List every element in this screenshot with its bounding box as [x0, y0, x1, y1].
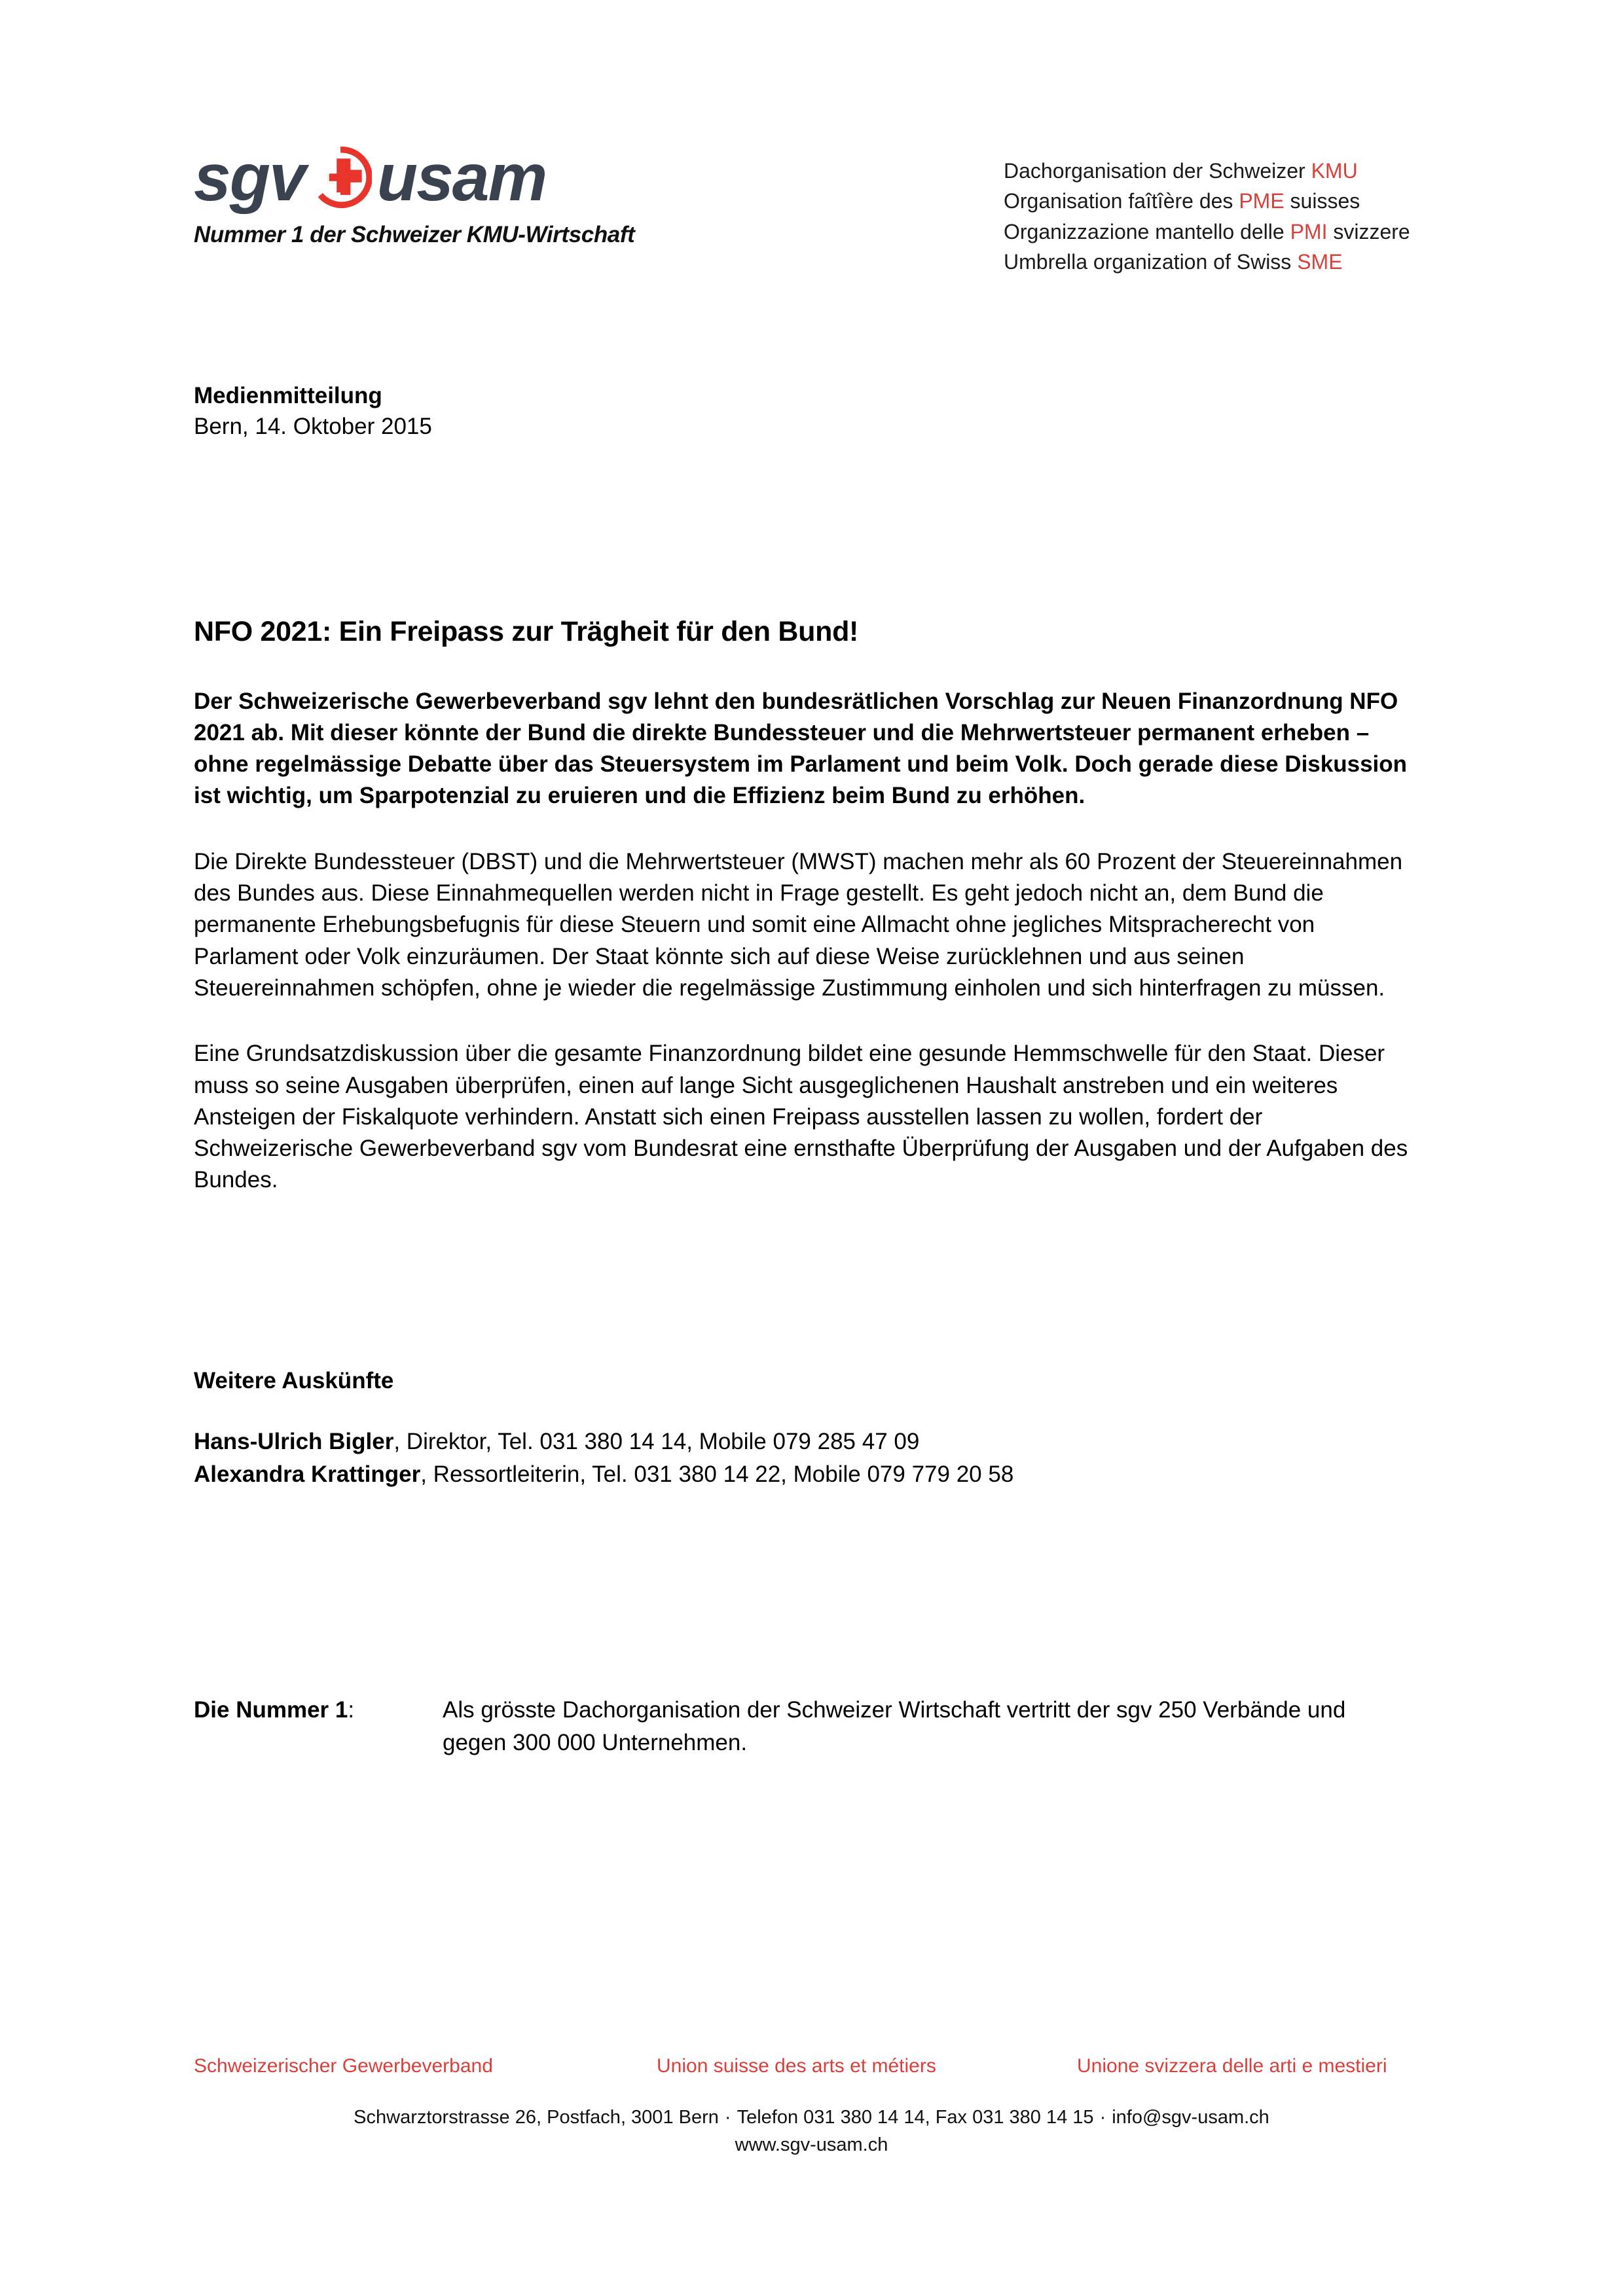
footer-website[interactable]: www.sgv-usam.ch — [735, 2134, 888, 2156]
footer-phone: Telefon 031 380 14 14, Fax 031 380 14 15 — [737, 2107, 1094, 2128]
contact-name-krattinger: Alexandra Krattinger — [194, 1461, 421, 1487]
org-acronym-kmu: KMU — [1311, 159, 1358, 183]
number-one-block — [194, 1694, 1408, 1759]
org-acronym-sme: SME — [1297, 250, 1343, 274]
place-and-date: Bern, 14. Oktober 2015 — [194, 413, 432, 439]
footer-website-line — [0, 2131, 1623, 2159]
footer-name-de: Schweizerischer Gewerbeverband — [194, 2055, 493, 2077]
footer-street-address: Schwarztorstrasse 26, Postfach, 3001 Bern — [354, 2107, 719, 2128]
document-type-label: Medienmitteilung — [194, 383, 382, 408]
footer-email[interactable]: info@sgv-usam.ch — [1112, 2107, 1269, 2128]
footer-name-it: Unione svizzera delle arti e mestieri — [1077, 2055, 1387, 2077]
body-paragraph-1: Die Direkte Bundessteuer (DBST) und die Mehrwertsteuer (MWST) machen mehr als 60 Prozent der Steuereinnahmen des Bundes aus. Diese Einnahmequellen werden nicht in Frage gestellt. Es geht jedoch nicht an, dem Bund die permanente Erhebungsbefugnis für diese Steuern und somit eine Allmacht ohne jegliches Mitspracherecht von Parlament oder Volk einzuräumen. Der Staat könnte sich auf diese Weise zurücklehnen und aus seinen Steuereinnahmen schöpfen, ohne je wieder die regelmässige Zustimmung einholen und sich hinterfragen zu müssen. — [194, 848, 1403, 1001]
release-meta — [194, 381, 432, 442]
org-line-it: Organizzazione mantello delle PMI svizzere — [1004, 219, 1410, 243]
organisation-descriptor-lines — [1004, 156, 1410, 278]
document-footer — [0, 2055, 1623, 2159]
org-line-de: Dachorganisation der Schweizer KMU — [1004, 159, 1358, 183]
footer-association-names — [0, 2055, 1623, 2088]
contacts-title: Weitere Auskünfte — [194, 1368, 394, 1393]
org-line-fr: Organisation faîtîère des PME suisses — [1004, 189, 1360, 213]
contact-row — [194, 1458, 1408, 1491]
logo-text-usam: usam — [376, 140, 547, 215]
org-acronym-pmi: PMI — [1290, 219, 1328, 243]
contact-name-bigler: Hans-Ulrich Bigler — [194, 1429, 394, 1454]
org-line-en: Umbrella organization of Swiss SME — [1004, 250, 1343, 274]
logo-wordmark — [194, 141, 560, 214]
logo-block — [194, 140, 635, 248]
logo-tagline: Nummer 1 der Schweizer KMU-Wirtschaft — [194, 222, 635, 247]
number-one-description: Als grösste Dachorganisation der Schweizer Wirtschaft vertritt der sgv 250 Verbände und gegen 300 000 Unternehmen. — [443, 1697, 1346, 1755]
contact-row — [194, 1426, 1408, 1458]
footer-contact-details — [0, 2104, 1623, 2159]
number-one-colon: : — [348, 1697, 355, 1723]
document-header — [194, 141, 1459, 291]
footer-separator: · — [724, 2107, 731, 2128]
logo-text-sgv: sgv — [194, 140, 305, 215]
footer-separator: · — [1099, 2107, 1106, 2128]
footer-name-fr: Union suisse des arts et métiers — [657, 2055, 936, 2077]
contact-details-bigler: , Direktor, Tel. 031 380 14 14, Mobile 079 285 47 09 — [393, 1429, 920, 1454]
body-paragraph-2: Eine Grundsatzdiskussion über die gesamte Finanzordnung bildet eine gesunde Hemmschwelle für den Staat. Dieser muss so seine Ausgaben überprüfen, einen auf lange Sicht ausgeglichenen Haushalt anstreben und ein weiteres Ansteigen der Fiskalquote verhindern. Anstatt sich einen Freipass ausstellen lassen zu wollen, fordert der Schweizerische Gewerbeverband sgv vom Bundesrat eine ernsthafte Überprüfung der Ausgaben und der Aufgaben des Bundes. — [194, 1041, 1408, 1193]
sgv-usam-cross-emblem-icon — [309, 146, 372, 209]
contact-details-krattinger: , Ressortleiterin, Tel. 031 380 14 22, Mobile 079 779 20 58 — [420, 1461, 1014, 1487]
main-content — [194, 615, 1408, 1230]
number-one-label — [194, 1694, 354, 1727]
number-one-label-text: Die Nummer 1 — [194, 1697, 348, 1723]
footer-address-line — [0, 2104, 1623, 2131]
contacts-section — [194, 1368, 1408, 1490]
org-acronym-pme: PME — [1239, 189, 1285, 213]
lead-paragraph: Der Schweizerische Gewerbeverband sgv lehnt den bundesrätlichen Vorschlag zur Neuen Finanzordnung NFO 2021 ab. Mit dieser könnte der Bund die direkte Bundessteuer und die Mehrwertsteuer permanent erheben – ohne regelmässige Debatte über das Steuersystem im Parlament und beim Volk. Doch gerade diese Diskussion ist wichtig, um Sparpotenzial zu eruieren und die Effizienz beim Bund zu erhöhen. — [194, 688, 1408, 809]
page-title: NFO 2021: Ein Freipass zur Trägheit für den Bund! — [194, 616, 859, 647]
